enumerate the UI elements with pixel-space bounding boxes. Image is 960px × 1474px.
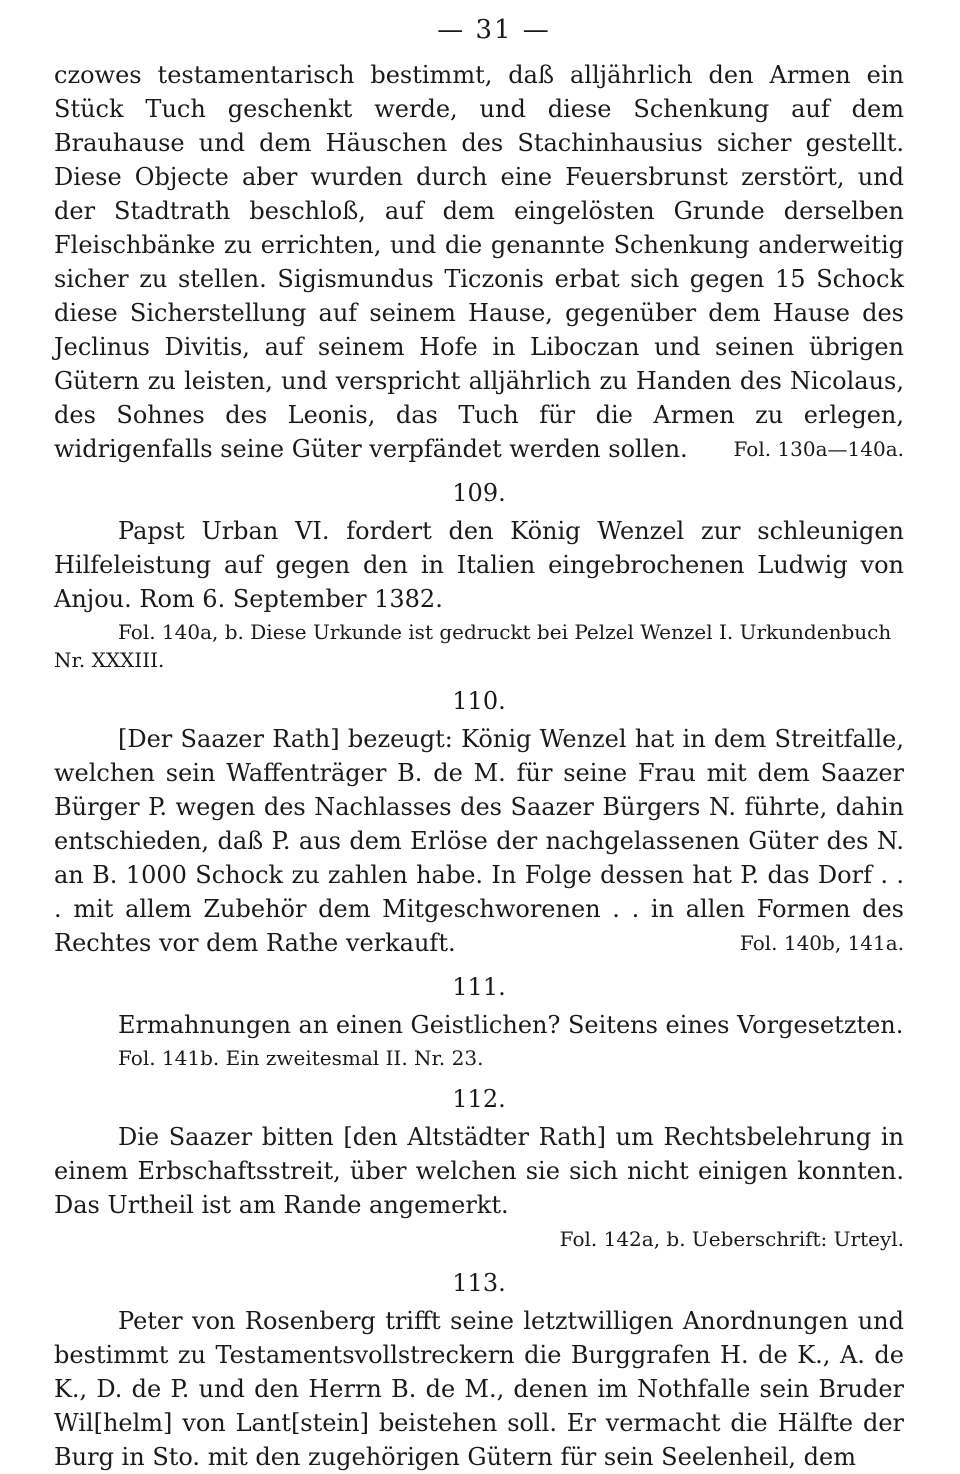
page-number: — 31 — (437, 15, 551, 45)
document-page (54, 12, 904, 1474)
entry-folio-112: Fol. 142a, b. Ueberschrift: Urteyl. (559, 1227, 904, 1251)
entry-number-111: 111. (452, 973, 506, 1001)
entry-note-111: Fol. 141b. Ein zweitesmal II. Nr. 23. (118, 1046, 484, 1070)
entry-paragraph-110 (54, 722, 904, 960)
entry-number-112: 112. (452, 1085, 506, 1113)
entry-text-113: Peter von Rosenberg trifft seine letztwilligen Anordnungen und bestimmt zu Testamentsvollstreckern die Burggrafen H. de K., A. de K., D. de P. und den Herrn B. de M., denen im Nothfalle sein Bruder Wil[helm] von Lant[stein] beistehen soll. Er vermacht die Hälfte der Burg in Sto. mit den zugehörigen Gütern für sein Seelenheil, dem (54, 1307, 904, 1471)
entry-number-113: 113. (452, 1269, 506, 1297)
entry-text-112: Die Saazer bitten [den Altstädter Rath] um Rechtsbelehrung in einem Erbschaftsstreit, über welchen sie sich nicht einigen konnten. Das Urtheil ist am Rande angemerkt. (54, 1123, 904, 1219)
entry-number-110: 110. (452, 687, 506, 715)
entry-text-111: Ermahnungen an einen Geistlichen? Seitens eines Vorgesetzten. (118, 1011, 904, 1039)
intro-folio: Fol. 130a—140a. (733, 437, 904, 461)
entry-paragraph-112 (54, 1120, 904, 1251)
intro-paragraph (54, 58, 904, 466)
entry-number-109: 109. (452, 479, 506, 507)
entry-folio-110: Fol. 140b, 141a. (739, 931, 904, 955)
entry-text-109: Papst Urban VI. fordert den König Wenzel zur schleunigen Hilfeleistung auf gegen den in Italien eingebrochenen Ludwig von Anjou. Rom 6. September 1382. (54, 517, 904, 613)
entry-note-109: Fol. 140a, b. Diese Urkunde ist gedruckt bei Pelzel Wenzel I. Urkundenbuch Nr. XXXIII. (54, 620, 892, 672)
entry-text-110: [Der Saazer Rath] bezeugt: König Wenzel hat in dem Streitfalle, welchen sein Waffenträger B. de M. für seine Frau mit dem Saazer Bürger P. wegen des Nachlasses des Saazer Bürgers N. führte, dahin entschieden, daß P. aus dem Erlöse der nachgelassenen Güter des N. an B. 1000 Schock zu zahlen habe. In Folge dessen hat P. das Dorf . . . mit allem Zubehör dem Mitgeschworenen . . in allen Formen des Rechtes vor dem Rathe verkauft. (54, 725, 904, 957)
intro-text: czowes testamentarisch bestimmt, daß alljährlich den Armen ein Stück Tuch geschenkt werde, und diese Schenkung auf dem Brauhause und dem Häuschen des Stachinhausius sicher gestellt. Diese Objecte aber wurden durch eine Feuersbrunst zerstört, und der Stadtrath beschloß, auf dem eingelösten Grunde derselben Fleischbänke zu errichten, und die genannte Schenkung anderweitig sicher zu stellen. Sigismundus Ticzonis erbat sich gegen 15 Schock diese Sicherstellung auf seinem Hause, gegenüber dem Hause des Jeclinus Divitis, auf seinem Hofe in Liboczan und seinen übrigen Gütern zu leisten, und verspricht alljährlich zu Handen des Nicolaus, des Sohnes des Leonis, das Tuch für die Armen zu erlegen, widrigenfalls seine Güter verpfändet werden sollen. (54, 61, 904, 463)
